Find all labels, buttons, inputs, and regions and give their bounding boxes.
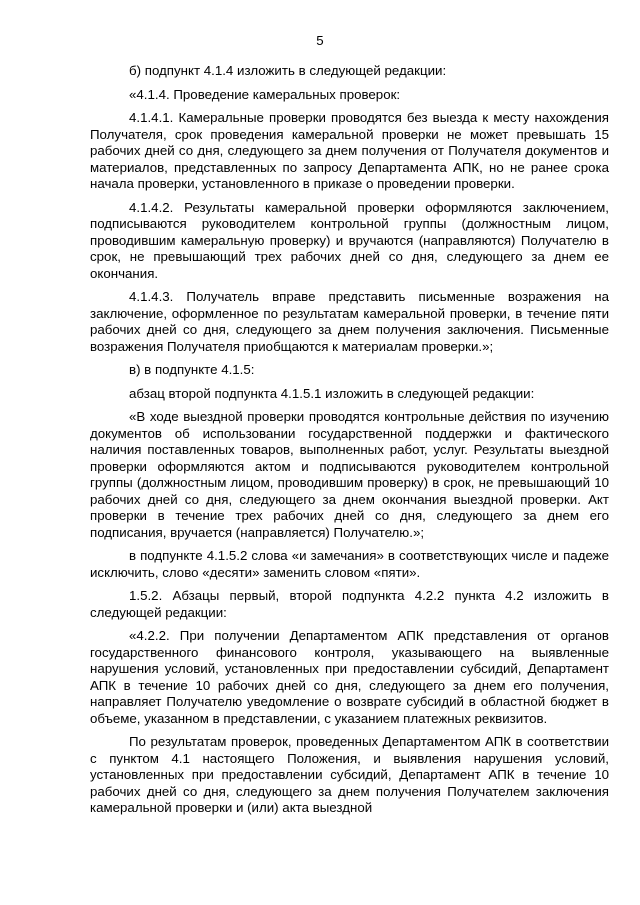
paragraph-4-1-4-3: 4.1.4.3. Получатель вправе представить письменные возражения на заключение, оформленное по результатам камеральной проверки, в течение пяти рабочих дней со дня, следующего за днем получения заключения. Письменные возражения Получателя приобщаются к материалам проверки.»; xyxy=(90,289,609,354)
paragraph-1-5-2: 1.5.2. Абзацы первый, второй подпункта 4.2.2 пункта 4.2 изложить в следующей редакции: xyxy=(90,588,609,620)
paragraph-inspection-results: По результатам проверок, проведенных Департаментом АПК в соответствии с пунктом 4.1 настоящего Положения, и выявления нарушения условий, установленных при предоставлении субсидий, Департамент АПК в течение 10 рабочих дней со дня, следующего за днем получения Получателем заключения камеральной проверки и (или) акта выездной xyxy=(90,734,609,815)
paragraph-4-1-4-1: 4.1.4.1. Камеральные проверки проводятся без выезда к месту нахождения Получателя, срок проведения камеральной проверки не может превышать 15 рабочих дней со дня, следующего за днем получения от Получателя документов и материалов, представленных по запросу Департамента АПК, но не ранее срока начала проверки, установленного в приказе о проведении проверки. xyxy=(90,110,609,191)
paragraph-4-1-5-1-intro: абзац второй подпункта 4.1.5.1 изложить в следующей редакции: xyxy=(129,385,535,401)
page-number: 5 xyxy=(316,33,324,48)
document-body xyxy=(90,63,609,824)
paragraph-4-1-4-2: 4.1.4.2. Результаты камеральной проверки оформляются заключением, подписываются руководителем контрольной группы (должностным лицом, проводившим камеральную проверку) и вручаются (направляются) Получателю в срок, не превышающий трех рабочих дней со дня, следующего за днем ее окончания. xyxy=(90,199,609,281)
paragraph-4-2-2: «4.2.2. При получении Департаментом АПК представления от органов государственного финансового контроля, указывающего на выявленные нарушения условий, установленных при предоставлении субсидий, Департамент АПК в течение 10 рабочих дней со дня, следующего за днем его получения, направляет Получателю уведомление о возврате субсидий в областной бюджет в объеме, указанном в представлении, с указанием платежных реквизитов. xyxy=(90,628,609,726)
paragraph-onsite-inspection: «В ходе выездной проверки проводятся контрольные действия по изучению документов об использовании государственной поддержки и фактического наличия поставленных товаров, выполненных работ, услуг. Результаты выездной проверки оформляются актом и подписываются руководителем контрольной группы (должностным лицом, проводившим проверку) в срок, не превышающий 10 рабочих дней со дня, следующего за днем окончания выездной проверки. Акт проверки в течение трех рабочих дней со дня, следующего за днем его подписания, вручается (направляется) Получателю.»; xyxy=(90,409,609,540)
paragraph-4-1-4-heading: «4.1.4. Проведение камеральных проверок: xyxy=(129,86,401,102)
paragraph-item-b: б) подпункт 4.1.4 изложить в следующей редакции: xyxy=(129,63,447,78)
paragraph-4-1-5-2: в подпункте 4.1.5.2 слова «и замечания» в соответствующих числе и падеже исключить, слово «десяти» заменить словом «пяти». xyxy=(90,548,609,580)
paragraph-item-v: в) в подпункте 4.1.5: xyxy=(129,362,255,377)
